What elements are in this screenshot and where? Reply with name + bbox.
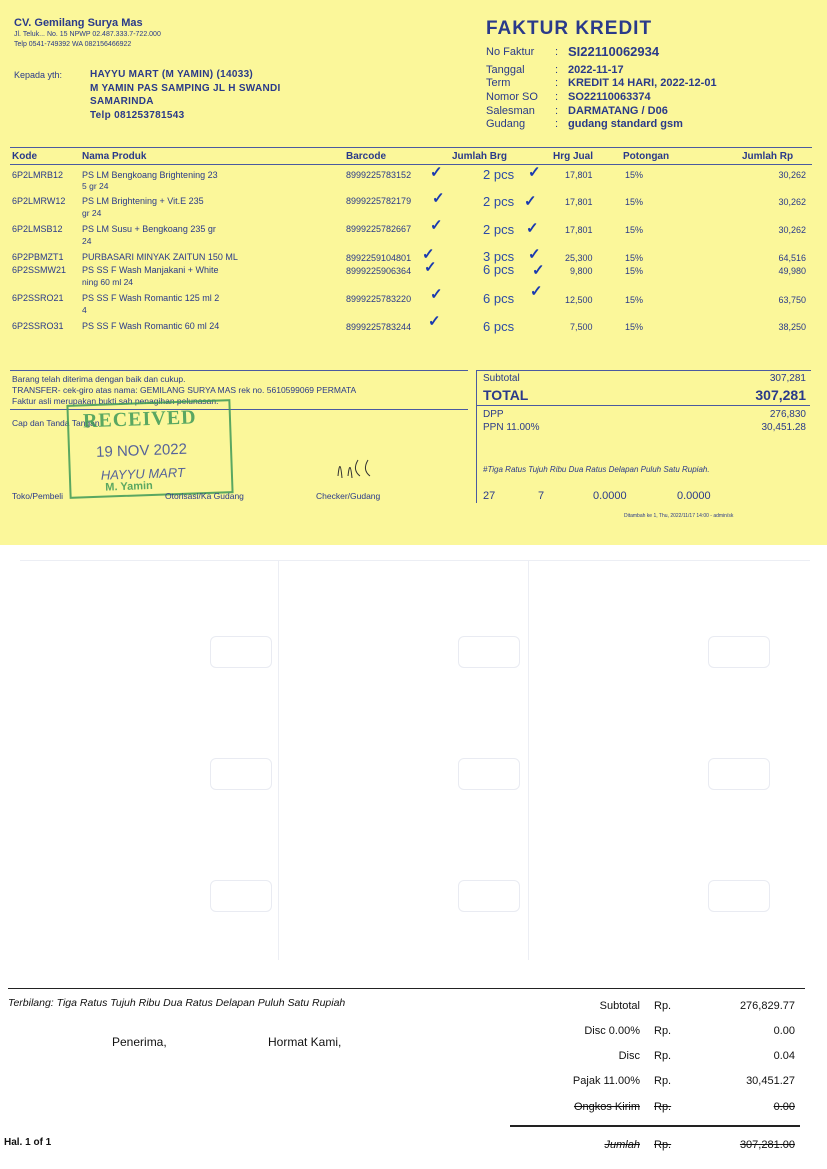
page-number: Hal. 1 of 1	[4, 1137, 52, 1148]
row-amount: 38,250	[778, 322, 806, 332]
table-header-rule	[10, 164, 812, 165]
check-icon: ✓	[528, 164, 541, 181]
col-header-barcode: Barcode	[346, 151, 387, 162]
row-discount: 15%	[625, 266, 644, 276]
hormat-label: Hormat Kami,	[268, 1035, 342, 1049]
row-discount: 15%	[625, 295, 644, 305]
row-qty: 6 pcs	[483, 262, 515, 277]
customer-name: HAYYU MART (M YAMIN) (14033)	[90, 69, 254, 80]
row-price: 17,801	[565, 225, 593, 235]
bottom-currency: Rp.	[654, 1101, 672, 1113]
row-qty: 6 pcs	[483, 319, 515, 334]
row-nama-cont: 4	[82, 305, 87, 315]
received-stamp	[66, 399, 233, 499]
bottom-label: Disc	[618, 1050, 640, 1062]
row-kode: 6P2LMRW12	[12, 196, 66, 206]
stamp-received: RECEIVED	[82, 406, 197, 433]
row-amount: 63,750	[778, 295, 806, 305]
check-icon: ✓	[430, 217, 443, 234]
col-header-nama: Nama Produk	[82, 151, 147, 162]
row-nama-cont: gr 24	[82, 208, 102, 218]
check-icon: ✓	[432, 190, 445, 207]
dpp-value: 276,830	[769, 409, 806, 420]
row-nama: PS SS F Wash Manjakani + White	[82, 265, 219, 275]
meta-label: Gudang	[486, 118, 526, 130]
ghost-box	[708, 636, 770, 668]
sig-checker: Checker/Gudang	[316, 491, 381, 501]
row-qty: 6 pcs	[483, 291, 515, 306]
row-qty: 2 pcs	[483, 194, 515, 209]
check-icon: ✓	[424, 259, 437, 276]
row-nama: PS LM Susu + Bengkoang 235 gr	[82, 224, 216, 234]
col-header-discount: Potongan	[623, 151, 670, 162]
meta-label: Salesman	[486, 105, 535, 117]
row-discount: 15%	[625, 225, 644, 235]
row-price: 12,500	[565, 295, 593, 305]
meta-label: No Faktur	[486, 46, 535, 58]
row-nama: PS SS F Wash Romantic 60 ml 24	[82, 321, 220, 331]
row-barcode: 8992259104801	[346, 253, 412, 263]
totals-terbilang: #Tiga Ratus Tujuh Ribu Dua Ratus Delapan Puluh Satu Rupiah.	[483, 465, 710, 474]
meta-label: Nomor SO	[486, 91, 538, 103]
ghost-box	[210, 636, 272, 668]
row-barcode: 8999225783152	[346, 170, 412, 180]
row-kode: 6P2SSRO21	[12, 293, 64, 303]
row-discount: 15%	[625, 253, 644, 263]
row-nama: PURBASARI MINYAK ZAITUN 150 ML	[82, 252, 238, 262]
row-qty: 2 pcs	[483, 222, 515, 237]
ppn-value: 30,451.28	[761, 422, 806, 433]
bottom-value: 0.00	[773, 1101, 795, 1113]
meta-colon: :	[555, 46, 559, 58]
ghost-box	[708, 758, 770, 790]
row-barcode: 8999225783244	[346, 322, 412, 332]
company-phone: Telp 0541-749392 WA 082156466922	[14, 41, 132, 48]
bottom-value: 307,281.00	[739, 1139, 795, 1151]
check-icon: ✓	[430, 286, 443, 303]
meta-colon: :	[555, 64, 559, 76]
customer-city: SAMARINDA	[90, 96, 154, 107]
meta-colon: :	[555, 91, 559, 103]
sig-warehouse-head: Otorisasi/Ka Gudang	[165, 491, 244, 501]
check-icon: ✓	[430, 164, 443, 181]
row-barcode: 8999225906364	[346, 266, 412, 276]
customer-address: M YAMIN PAS SAMPING JL H SWANDI	[90, 83, 281, 94]
ghost-rule	[20, 560, 810, 561]
signature-mark	[330, 446, 380, 486]
row-barcode: 8999225782179	[346, 196, 412, 206]
subtotal-label: Subtotal	[483, 373, 520, 384]
check-icon: ✓	[526, 220, 539, 237]
invoice-date: 2022-11-17	[568, 64, 624, 76]
bottom-currency: Rp.	[654, 1075, 672, 1087]
bottom-label: Jumlah	[604, 1139, 640, 1151]
row-amount: 49,980	[778, 266, 806, 276]
ghost-box	[708, 880, 770, 912]
company-address: Jl. Teluk... No. 15 NPWP 02.487.333.7-722.000	[14, 31, 161, 38]
bottom-top-rule	[8, 988, 805, 989]
meta-colon: :	[555, 118, 559, 130]
ghost-rule	[528, 560, 529, 960]
row-kode: 6P2LMRB12	[12, 170, 64, 180]
invoice-salesman: DARMATANG / D06	[568, 105, 668, 117]
sig-buyer: Toko/Pembeli	[12, 491, 64, 501]
row-amount: 30,262	[778, 170, 806, 180]
note-line-1: Barang telah diterima dengan baik dan cukup.	[12, 374, 186, 384]
bottom-currency: Rp.	[654, 1000, 672, 1012]
total-value: 307,281	[755, 387, 806, 403]
check-icon: ✓	[524, 193, 537, 210]
row-price: 17,801	[565, 170, 593, 180]
check-icon: ✓	[422, 246, 435, 263]
small-val-4: 0.0000	[677, 490, 711, 502]
col-header-qty: Jumlah Brg	[452, 151, 508, 162]
customer-phone: Telp 081253781543	[90, 110, 185, 121]
ghost-box	[210, 758, 272, 790]
note-line-2: TRANSFER- cek-giro atas nama: GEMILANG SURYA MAS rek no. 5610599069 PERMATA	[12, 385, 357, 395]
row-barcode: 8999225782667	[346, 224, 412, 234]
bottom-value: 0.00	[773, 1025, 795, 1037]
ghost-box	[458, 758, 520, 790]
invoice-title: FAKTUR KREDIT	[486, 18, 653, 39]
row-kode: 6P2LMSB12	[12, 224, 63, 234]
row-discount: 15%	[625, 197, 644, 207]
ppn-label: PPN 11.00%	[483, 422, 540, 433]
total-label: TOTAL	[483, 387, 529, 403]
bottom-currency: Rp.	[654, 1050, 672, 1062]
row-kode: 6P2PBMZT1	[12, 252, 64, 262]
row-qty: 2 pcs	[483, 167, 515, 182]
bottom-value: 0.04	[773, 1050, 795, 1062]
check-icon: ✓	[530, 283, 543, 300]
invoice-term: KREDIT 14 HARI, 2022-12-01	[568, 77, 717, 89]
row-nama-cont: 24	[82, 236, 92, 246]
stamp-name: M. Yamin	[105, 479, 153, 494]
bottom-terbilang: Terbilang: Tiga Ratus Tujuh Ribu Dua Ratus Delapan Puluh Satu Rupiah	[8, 997, 346, 1009]
company-name: CV. Gemilang Surya Mas	[14, 17, 143, 29]
row-nama: PS LM Bengkoang Brightening 23	[82, 170, 218, 180]
invoice-so: SO22110063374	[568, 91, 651, 103]
total-rule	[476, 405, 810, 406]
row-price: 17,801	[565, 197, 593, 207]
row-barcode: 8999225783220	[346, 294, 412, 304]
small-val-3: 0.0000	[593, 490, 627, 502]
meta-colon: :	[555, 105, 559, 117]
row-discount: 15%	[625, 170, 644, 180]
bottom-value: 30,451.27	[746, 1075, 795, 1087]
col-header-amount: Jumlah Rp	[742, 151, 794, 162]
invoice-warehouse: gudang standard gsm	[568, 118, 683, 130]
row-price: 7,500	[570, 322, 593, 332]
bottom-value: 276,829.77	[739, 1000, 795, 1012]
row-amount: 64,516	[778, 253, 806, 263]
check-icon: ✓	[528, 246, 541, 263]
ghost-box	[458, 880, 520, 912]
dpp-label: DPP	[483, 409, 504, 420]
print-footer: Ditambah ke 1, Thu, 2022/11/17 14:00 - admin/sk	[624, 513, 734, 519]
bottom-label: Subtotal	[599, 1000, 640, 1012]
bottom-label: Disc 0.00%	[584, 1025, 640, 1037]
row-price: 9,800	[570, 266, 593, 276]
ghost-box	[458, 636, 520, 668]
cap-label: Cap dan Tanda Tangan	[12, 418, 100, 428]
penerima-label: Penerima,	[112, 1035, 167, 1049]
note-line-3: Faktur asli merupakan bukti sah penagihan pelunasan.	[12, 396, 219, 406]
col-header-price: Hrg Jual	[553, 151, 594, 162]
check-icon: ✓	[532, 262, 545, 279]
bottom-currency: Rp.	[654, 1025, 672, 1037]
col-header-kode: Kode	[12, 151, 37, 162]
row-kode: 6P2SSMW21	[12, 265, 67, 275]
row-nama-cont: 5 gr 24	[82, 181, 109, 191]
row-kode: 6P2SSRO31	[12, 321, 64, 331]
ghost-box	[210, 880, 272, 912]
bottom-label: Ongkos Kirim	[573, 1101, 640, 1113]
row-amount: 30,262	[778, 225, 806, 235]
invoice-number: SI22110062934	[568, 44, 660, 59]
meta-label: Term	[486, 77, 511, 89]
row-nama: PS SS F Wash Romantic 125 ml 2	[82, 293, 220, 303]
stamp-date: 19 NOV 2022	[95, 440, 188, 461]
row-discount: 15%	[625, 322, 644, 332]
check-icon: ✓	[428, 313, 441, 330]
row-amount: 30,262	[778, 197, 806, 207]
row-price: 25,300	[565, 253, 593, 263]
meta-colon: :	[555, 77, 559, 89]
ghost-rule	[278, 560, 279, 960]
table-top-rule	[10, 147, 812, 148]
bottom-currency: Rp.	[654, 1139, 672, 1151]
row-qty: 3 pcs	[483, 249, 515, 264]
customer-label: Kepada yth:	[14, 70, 63, 80]
stamp-store: HAYYU MART	[100, 464, 186, 483]
row-nama: PS LM Brightening + Vit.E 235	[82, 196, 204, 206]
small-val-1: 27	[483, 490, 496, 502]
meta-label: Tanggal	[486, 64, 525, 76]
row-nama-cont: ning 60 ml 24	[82, 277, 134, 287]
bottom-label: Pajak 11.00%	[572, 1075, 640, 1087]
subtotal-value: 307,281	[769, 373, 806, 384]
jumlah-rule	[510, 1125, 800, 1127]
small-val-2: 7	[538, 490, 545, 502]
